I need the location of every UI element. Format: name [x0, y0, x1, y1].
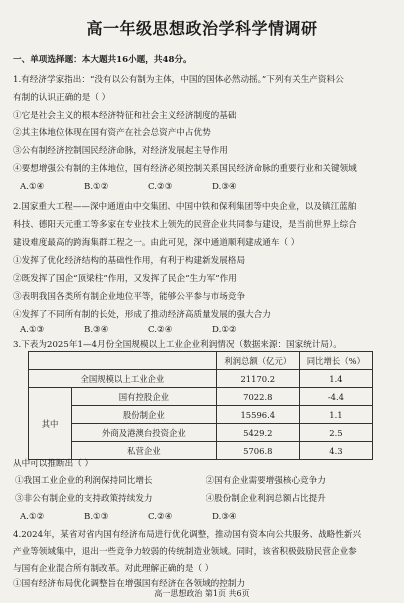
table-cell: 2.5	[299, 424, 372, 442]
table-row	[29, 388, 373, 406]
profit-table	[28, 351, 373, 460]
table-cell: 国有控股企业	[72, 388, 217, 406]
table-row	[29, 424, 373, 442]
q3-statement-3: ③非公有制企业的支持政策持续发力	[15, 494, 153, 504]
table-header-cell: 同比增长（%）	[299, 352, 372, 370]
table-cell: 全国规模以上工业企业	[29, 370, 217, 388]
section-heading: 一、单项选择题：本大题共16小题，共48分。	[13, 55, 192, 65]
q1-stem-line1: 1.有经济学家指出：“没有以公有制为主体，中国的国体必然动摇。”下列有关生产资料公	[13, 75, 344, 85]
table-cell: 7022.8	[216, 388, 299, 406]
q1-option-c[interactable]: C.②③	[148, 182, 173, 192]
q3-option-b[interactable]: B.①③	[84, 512, 109, 522]
q2-statement-2: ②既发挥了国企“顶梁柱”作用，又发挥了民企“生力军”作用	[13, 274, 237, 284]
q3-statements-row1	[15, 475, 396, 487]
q2-stem-line3: 建设难度最高的跨海集群工程之一。由此可见，深中通道顺利建成通车（ ）	[13, 238, 300, 248]
q3-statements-row2	[15, 493, 396, 505]
q3-statement-1: ①我国工业企业的利润保持同比增长	[15, 476, 153, 486]
q3-options	[20, 511, 394, 523]
table-row	[29, 370, 373, 388]
table-cell: 5429.2	[216, 424, 299, 442]
q4-stem-line3: 与国有企业混合所有制改革。对此理解正确的是（ ）	[13, 564, 214, 574]
table-cell: 外商及港澳台投资企业	[72, 424, 217, 442]
q1-option-b[interactable]: B.①②	[84, 182, 109, 192]
q2-statement-1: ①发挥了优化经济结构的基础性作用，有利于构建新发展格局	[13, 256, 246, 266]
table-cell: 4.3	[299, 442, 372, 460]
q2-stem-line2: 科技、德阳天元重工等多家在专业技术上领先的民营企业共同参与建设，是当前世界上综合	[13, 220, 357, 230]
table-cell: 私营企业	[72, 442, 217, 460]
q3-option-d[interactable]: D.③④	[212, 512, 237, 522]
table-cell: 5706.8	[216, 442, 299, 460]
q1-statement-3: ③公有制经济控制国民经济命脉，对经济发展起主导作用	[13, 146, 228, 156]
q1-statement-2: ②其主体地位体现在国有资产在社会总资产中占优势	[13, 128, 211, 138]
q2-statement-3: ③表明我国各类所有制企业地位平等，能够公平参与市场竞争	[13, 292, 246, 302]
q2-stem-line1: 2.国家重大工程——深中通道由中交集团、中国中铁和保利集团等中央企业，以及镇江蓝舶	[13, 202, 357, 212]
q1-stem-line2: 有制的认识正确的是（ ）	[13, 93, 111, 103]
q2-option-c[interactable]: C.②④	[148, 325, 173, 335]
q3-option-a[interactable]: A.①②	[20, 512, 45, 522]
q1-option-d[interactable]: D.③④	[212, 182, 237, 192]
table-header-row	[29, 352, 373, 370]
q3-stem: 3.下表为2025年1—4月份全国规模以上工业企业利润情况（数据来源：国家统计局）。	[13, 340, 342, 350]
q3-statement-2: ②国有企业需要增强核心竞争力	[205, 476, 326, 486]
page-footer: 高一思想政治 第1页 共6页	[154, 589, 250, 598]
table-cell: 股份制企业	[72, 406, 217, 424]
table-header-cell	[29, 352, 217, 370]
q2-statement-4: ④发挥了不同所有制的长处，形成了推动经济高质量发展的强大合力	[13, 310, 271, 320]
q2-options	[20, 324, 394, 336]
q3-prompt: 从中可以推断出（ ）	[13, 459, 94, 469]
table-cell: 1.4	[299, 370, 372, 388]
q2-option-a[interactable]: A.①③	[20, 325, 45, 335]
q2-option-d[interactable]: D.①②	[212, 325, 237, 335]
q3-option-c[interactable]: C.②④	[148, 512, 173, 522]
q4-stem-line2: 产业等领域集中，退出一些竞争力较弱的传统制造业领域。同时，该省积极鼓励民营企业参	[13, 547, 357, 557]
q4-statement-1: ①国有经济布局优化调整旨在增强国有经济在各领域的控制力	[13, 579, 246, 589]
q3-statement-4: ④股份制企业利润总额占比提升	[205, 494, 326, 504]
table-cell: 1.1	[299, 406, 372, 424]
q1-options	[20, 181, 394, 193]
q1-statement-1: ①它是社会主义的根本经济特征和社会主义经济制度的基础	[13, 111, 237, 121]
table-cell: 21170.2	[216, 370, 299, 388]
q1-statement-4: ④要想增强公有制的主体地位，国有经济必须控制关系国民经济命脉的重要行业和关键领域	[13, 164, 357, 174]
q1-option-a[interactable]: A.①④	[20, 182, 45, 192]
table-group-label: 其中	[29, 388, 72, 460]
table-row	[29, 406, 373, 424]
table-cell: 15596.4	[216, 406, 299, 424]
table-row	[29, 442, 373, 460]
table-header-cell: 利润总额（亿元）	[216, 352, 299, 370]
page-title: 高一年级思想政治学科学情调研	[86, 19, 318, 38]
q4-stem-line1: 4.2024年，某省对省内国有经济布局进行优化调整，推动国有资本向公共服务、战略性新兴	[13, 530, 362, 540]
table-cell: -4.4	[299, 388, 372, 406]
q2-option-b[interactable]: B.③④	[84, 325, 109, 335]
